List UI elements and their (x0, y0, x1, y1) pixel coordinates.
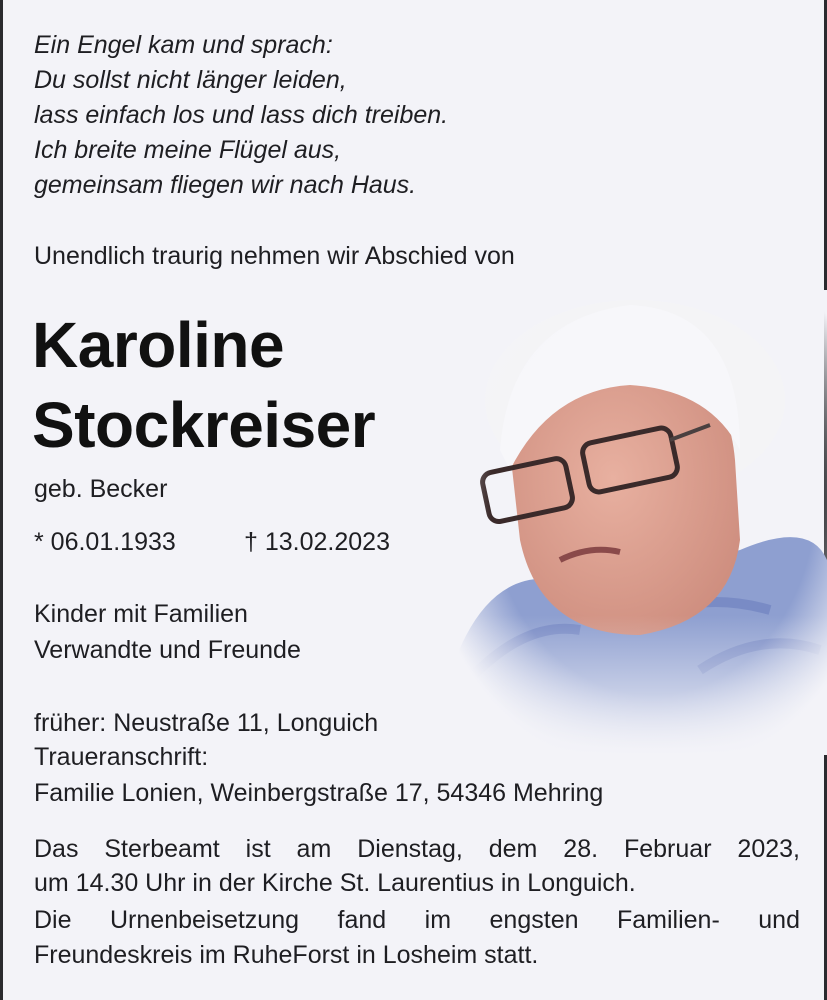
deceased-name (32, 305, 375, 465)
funeral-notice-line: Das Sterbeamt ist am Dienstag, dem 28. Februar 2023, (34, 835, 800, 863)
last-name: Stockreiser (32, 389, 376, 461)
intro-text: Unendlich traurig nehmen wir Abschied von (34, 242, 515, 270)
poem-line: gemeinsam fliegen wir nach Haus. (34, 171, 417, 199)
first-name: Karoline (32, 309, 285, 381)
mourner-line: Kinder mit Familien (34, 600, 248, 628)
mourning-address-label: Traueranschrift: (34, 743, 209, 771)
former-address: früher: Neustraße 11, Longuich (34, 709, 379, 737)
poem-line: Ein Engel kam und sprach: (34, 31, 333, 59)
poem-line: lass einfach los und lass dich treiben. (34, 101, 449, 129)
maiden-name: geb. Becker (34, 475, 168, 503)
poem (34, 28, 448, 203)
burial-notice-line: Die Urnenbeisetzung fand im engsten Familien- und (34, 906, 800, 934)
burial-notice-line: Freundeskreis im RuheForst in Losheim statt. (34, 941, 539, 969)
poem-line: Ich breite meine Flügel aus, (34, 136, 342, 164)
poem-line: Du sollst nicht länger leiden, (34, 66, 347, 94)
mourning-address: Familie Lonien, Weinbergstraße 17, 54346 Mehring (34, 779, 604, 807)
birth-date: * 06.01.1933 (34, 528, 176, 556)
mourner-line: Verwandte und Freunde (34, 636, 301, 664)
funeral-notice-line: um 14.30 Uhr in der Kirche St. Laurentius in Longuich. (34, 869, 636, 897)
death-date: † 13.02.2023 (244, 528, 390, 556)
portrait-photo (440, 290, 827, 755)
